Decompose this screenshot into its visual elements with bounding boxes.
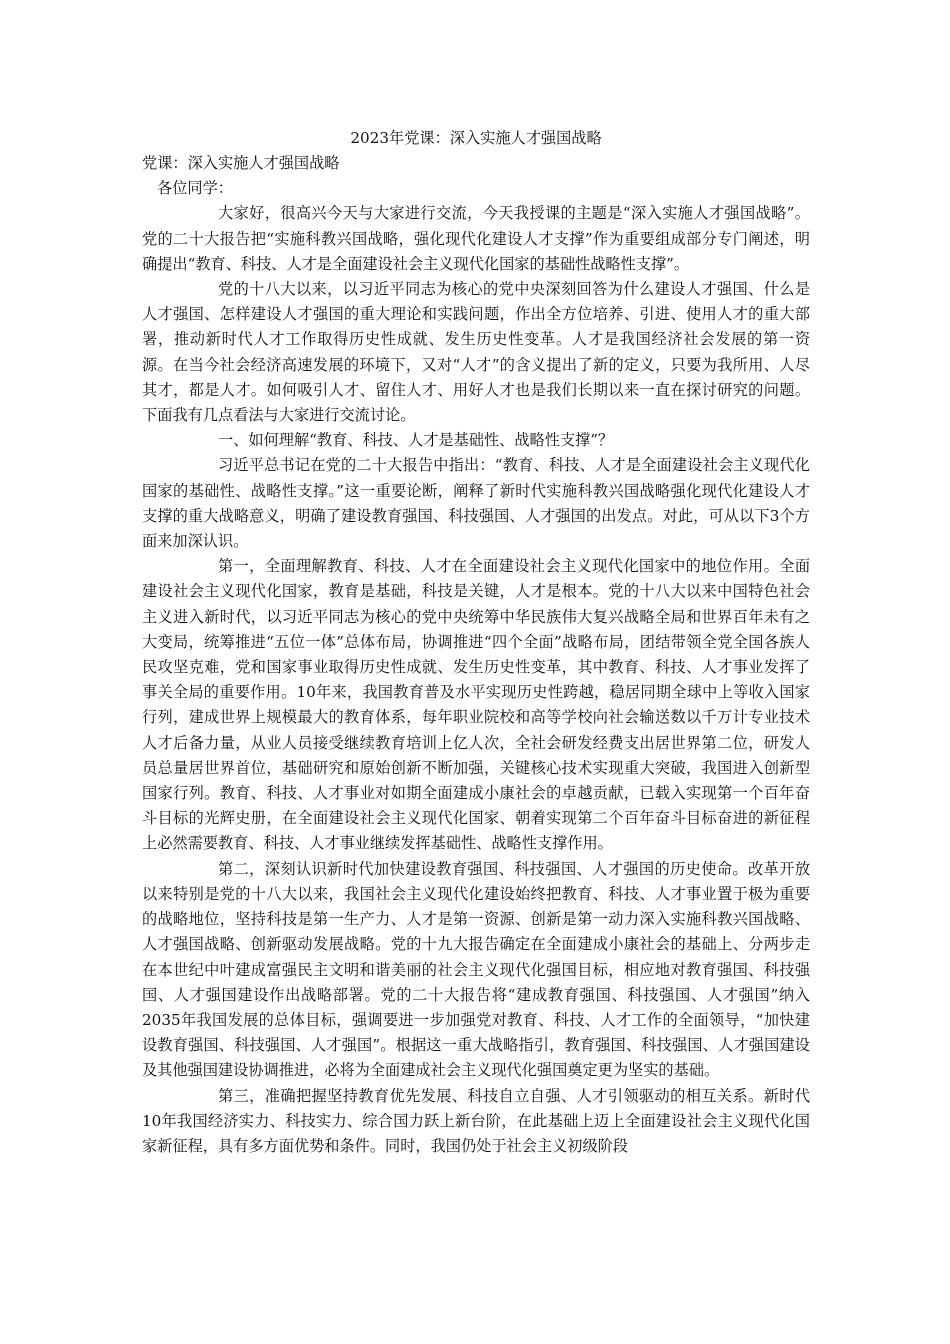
- paragraph-intro: 大家好，很高兴今天与大家进行交流，今天我授课的主题是“深入实施人才强国战略”。党的二十大报告把“实施科教兴国战略，强化现代化建设人才支撑”作为重要组成部分专门阐述，明确提出“教育、科技、人才是全面建设社会主义现代化国家的基础性战略性支撑”。: [142, 204, 810, 273]
- greeting: 各位同学：: [157, 179, 233, 198]
- document-body: [142, 126, 810, 1159]
- paragraph-point-1: 第一，全面理解教育、科技、人才在全面建设社会主义现代化国家中的地位作用。全面建设社会主义现代化国家，教育是基础，科技是关键，人才是根本。党的十八大以来中国特色社会主义进入新时代，以习近平同志为核心的党中央统筹中华民族伟大复兴战略全局和世界百年未有之大变局，统筹推进“五位一体”总体布局，协调推进“四个全面”战略布局，团结带领全党全国各族人民攻坚克难，党和国家事业取得历史性成就、发生历史性变革，其中教育、科技、人才事业发挥了事关全局的重要作用。10年来，我国教育普及水平实现历史性跨越，稳居同期全球中上等收入国家行列，建成世界上规模最大的教育体系，每年职业院校和高等学校向社会输送数以千万计专业技术人才后备力量，从业人员接受继续教育培训上亿人次，全社会研发经费支出居世界第二位，研发人员总量居世界首位，基础研究和原始创新不断加强，关键核心技术实现重大突破，我国进入创新型国家行列。教育、科技、人才事业对如期全面建成小康社会的卓越贡献，已载入实现第一个百年奋斗目标的光辉史册，在全面建设社会主义现代化国家、朝着实现第二个百年奋斗目标奋进的新征程上必然需要教育、科技、人才事业继续发挥基础性、战略性支撑作用。: [142, 557, 810, 853]
- paragraph-point-3: 第三，准确把握坚持教育优先发展、科技自立自强、人才引领驱动的相互关系。新时代10年我国经济实力、科技实力、综合国力跃上新台阶，在此基础上迈上全面建设社会主义现代化国家新征程，具有多方面优势和条件。同时，我国仍处于社会主义初级阶段: [142, 1086, 810, 1155]
- document-subtitle: 党课：深入实施人才强国战略: [142, 154, 340, 172]
- paragraph-quote: 习近平总书记在党的二十大报告中指出：“教育、科技、人才是全面建设社会主义现代化国家的基础性、战略性支撑。”这一重要论断，阐释了新时代实施科教兴国战略强化现代化建设人才支撑的重大战略意义，明确了建设教育强国、科技强国、人才强国的出发点。对此，可从以下3个方面来加深认识。: [142, 456, 810, 551]
- document-title: 2023年党课：深入实施人才强国战略: [350, 129, 602, 147]
- paragraph-background: 党的十八大以来，以习近平同志为核心的党中央深刻回答为什么建设人才强国、什么是人才强国、怎样建设人才强国的重大理论和实践问题，作出全方位培养、引进、使用人才的重大部署，推动新时代人才工作取得历史性成就、发生历史性变革。人才是我国经济社会发展的第一资源。在当今社会经济高速发展的环境下，又对“人才”的含义提出了新的定义，只要为我所用、人尽其才，都是人才。如何吸引人才、留住人才、用好人才也是我们长期以来一直在探讨研究的问题。下面我有几点看法与大家进行交流讨论。: [142, 280, 810, 425]
- paragraph-point-2: 第二，深刻认识新时代加快建设教育强国、科技强国、人才强国的历史使命。改革开放以来特别是党的十八大以来，我国社会主义现代化建设始终把教育、科技、人才事业置于极为重要的战略地位，坚持科技是第一生产力、人才是第一资源、创新是第一动力深入实施科教兴国战略、人才强国战略、创新驱动发展战略。党的十九大报告确定在全面建成小康社会的基础上、分两步走在本世纪中叶建成富强民主文明和谐美丽的社会主义现代化强国目标，相应地对教育强国、科技强国、人才强国建设作出战略部署。党的二十大报告将“建成教育强国、科技强国、人才强国”纳入2035年我国发展的总体目标，强调要进一步加强党对教育、科技、人才工作的全面领导，“加快建设教育强国、科技强国、人才强国”。根据这一重大战略指引，教育强国、科技强国、人才强国建设及其他强国建设协调推进，必将为全面建成社会主义现代化强国奠定更为坚实的基础。: [142, 859, 810, 1080]
- section-heading-1: 一、如何理解“教育、科技、人才是基础性、战略性支撑”？: [218, 431, 614, 450]
